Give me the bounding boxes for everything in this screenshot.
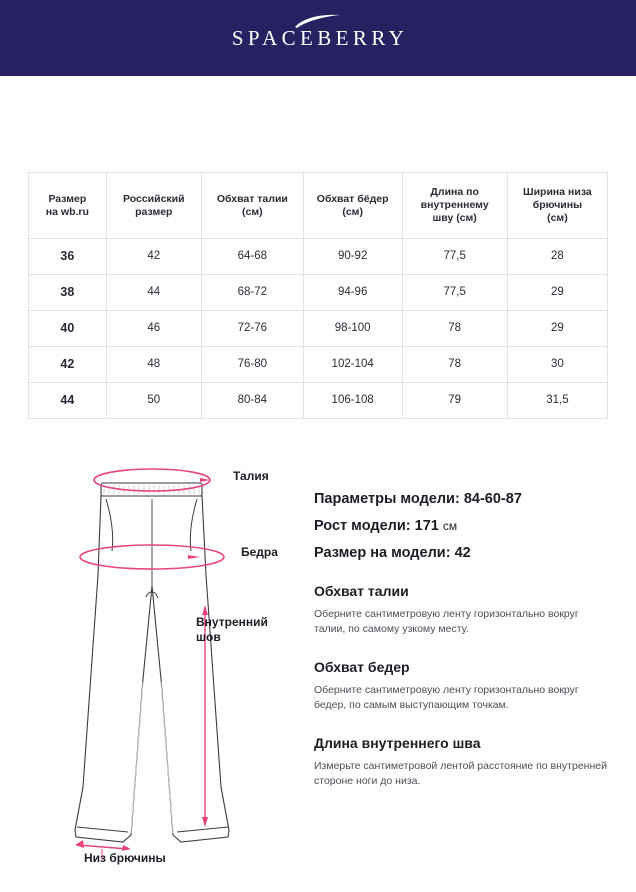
table-cell: 80-84 [201,383,303,419]
table-cell: 29 [507,275,607,311]
table-cell: 38 [29,275,107,311]
info-block-text: Измерьте сантиметровой лентой расстояние по внутренней стороне ноги до низа. [314,760,607,787]
table-cell: 106-108 [303,383,402,419]
table-row [29,383,608,419]
table-cell: 31,5 [507,383,607,419]
model-params-line [314,491,608,507]
table-cell: 50 [106,383,201,419]
table-row [29,275,608,311]
swoosh-icon [294,13,342,34]
measurement-section [0,447,636,892]
table-cell: 42 [29,347,107,383]
table-cell: 78 [402,347,507,383]
table-cell: 28 [507,239,607,275]
model-height-unit: см [442,519,458,533]
table-cell: 94-96 [303,275,402,311]
table-cell: 36 [29,239,107,275]
table-header-cell: Обхват талии (см) [201,173,303,239]
info-block-text: Оберните сантиметровую ленту горизонтально вокруг бедер, по самым выступающим точкам. [314,684,579,711]
table-cell: 77,5 [402,239,507,275]
info-block-waist [314,583,608,637]
model-size-value: 42 [454,545,471,561]
model-params-value: 84-60-87 [463,491,522,507]
table-row [29,311,608,347]
measurement-info [300,447,608,892]
table-cell: 72-76 [201,311,303,347]
info-block-text: Оберните сантиметровую ленту горизонтально вокруг талии, по самому узкому месту. [314,608,579,635]
table-cell: 68-72 [201,275,303,311]
model-height-label: Рост модели: [314,518,411,534]
model-size-label: Размер на модели: [314,545,451,561]
table-header-cell: Обхват бёдер (см) [303,173,402,239]
table-cell: 40 [29,311,107,347]
table-header-row [29,173,608,239]
model-size-line [314,545,608,561]
info-block-inseam [314,735,608,789]
table-row [29,347,608,383]
table-cell: 42 [106,239,201,275]
table-header-cell: Ширина низа брючины (см) [507,173,607,239]
label-inseam: Внутренний шов [196,615,268,644]
table-cell: 79 [402,383,507,419]
label-bottom-width: Низ брючины [84,851,166,865]
label-hips: Бедра [241,545,278,559]
model-height-value: 171 [414,518,439,534]
table-cell: 98-100 [303,311,402,347]
brand-name: SPACEBERRY [231,25,409,50]
table-cell: 76-80 [201,347,303,383]
model-params-label: Параметры модели: [314,491,460,507]
table-header-cell: Длина по внутреннему шву (см) [402,173,507,239]
table-cell: 44 [29,383,107,419]
table-cell: 48 [106,347,201,383]
brand-logo [228,26,408,51]
table-cell: 46 [106,311,201,347]
trousers-illustration [28,447,300,887]
size-table-container [28,172,608,419]
info-block-title: Обхват талии [314,583,409,599]
trousers-diagram [28,447,300,892]
model-height-line [314,518,608,534]
table-cell: 78 [402,311,507,347]
info-block-title: Обхват бедер [314,659,410,675]
table-cell: 30 [507,347,607,383]
info-block-title: Длина внутреннего шва [314,735,481,751]
table-cell: 29 [507,311,607,347]
table-cell: 102-104 [303,347,402,383]
table-header-cell: Размер на wb.ru [29,173,107,239]
size-table [28,172,608,419]
label-waist: Талия [233,469,269,483]
table-row [29,239,608,275]
table-cell: 44 [106,275,201,311]
info-block-hips [314,659,608,713]
table-cell: 90-92 [303,239,402,275]
table-cell: 77,5 [402,275,507,311]
page-header [0,0,636,76]
table-header-cell: Российский размер [106,173,201,239]
table-cell: 64-68 [201,239,303,275]
